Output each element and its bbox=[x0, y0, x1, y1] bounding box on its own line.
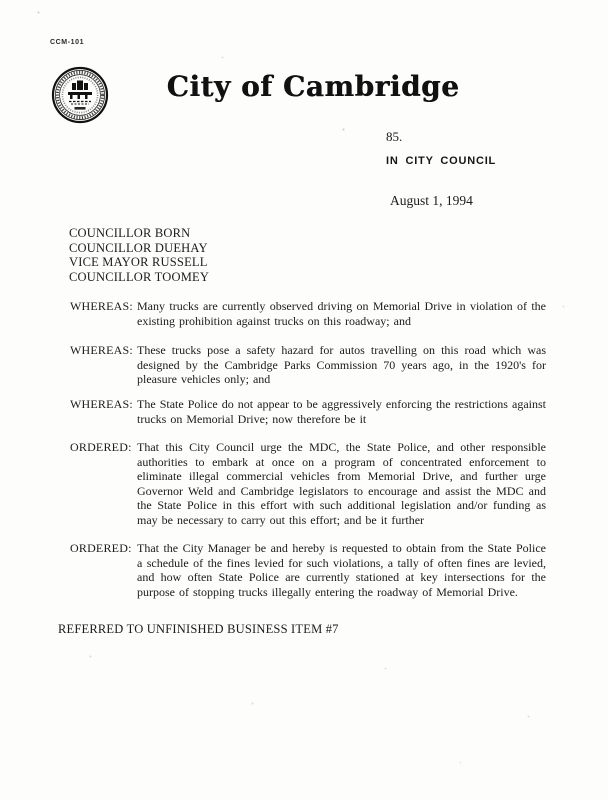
sponsor-list bbox=[69, 226, 209, 284]
sponsor-name: COUNCILLOR DUEHAY bbox=[69, 240, 208, 255]
clause-text: That this City Council urge the MDC, the State Police, and other responsible authorities to embark at once on a program of concentrated enforcement to eliminate illegal commercial vehicles from Memorial Drive, and further urge Governor Weld and Cambridge legislators to encourage and assist the MDC and the State Police in this effort with such additional legislation and/or funding as may be necessary to carry out this effort; and be it further bbox=[137, 440, 546, 527]
referral-note: REFERRED TO UNFINISHED BUSINESS ITEM #7 bbox=[58, 622, 339, 636]
clause-label: WHEREAS: bbox=[70, 397, 133, 411]
clause-label: WHEREAS: bbox=[70, 299, 133, 313]
document-date: August 1, 1994 bbox=[390, 193, 473, 208]
clause-text: That the City Manager be and hereby is requested to obtain from the State Police a schedule of the fines levied for such violations, a tally of often fines are levied, and how often State Police are currently stationed at key intersections for the purpose of stopping trucks illegally entering the roadway of Memorial Drive. bbox=[137, 541, 546, 599]
clause-ordered-1 bbox=[70, 440, 546, 527]
clause-whereas-1 bbox=[70, 299, 546, 328]
city-seal-icon bbox=[51, 66, 109, 124]
sponsor-name: COUNCILLOR BORN bbox=[69, 226, 191, 240]
clause-label: ORDERED: bbox=[70, 440, 132, 454]
scan-noise bbox=[0, 0, 1, 1]
sponsor-name: VICE MAYOR RUSSELL bbox=[69, 255, 208, 269]
clause-whereas-3 bbox=[70, 397, 546, 426]
clause-whereas-2 bbox=[70, 343, 546, 387]
document-title: City of Cambridge bbox=[166, 70, 460, 103]
clause-text: Many trucks are currently observed driving on Memorial Drive in violation of the existing prohibition against trucks on this roadway; and bbox=[137, 299, 546, 328]
clause-label: ORDERED: bbox=[70, 541, 132, 555]
sponsor-name: COUNCILLOR TOOMEY bbox=[69, 269, 210, 284]
clause-label: WHEREAS: bbox=[70, 343, 133, 357]
clause-text: These trucks pose a safety hazard for autos travelling on this road which was designed by the Cambridge Parks Commission 70 years ago, in the 1920's for pleasure vehicles only; and bbox=[137, 343, 546, 386]
form-code: CCM-101 bbox=[50, 39, 85, 46]
clause-text: The State Police do not appear to be aggressively enforcing the restrictions against trucks on Memorial Drive; now therefore be it bbox=[137, 397, 546, 426]
page-number: 85. bbox=[386, 129, 403, 144]
council-heading: IN CITY COUNCIL bbox=[386, 155, 497, 167]
clause-ordered-2 bbox=[70, 541, 546, 599]
